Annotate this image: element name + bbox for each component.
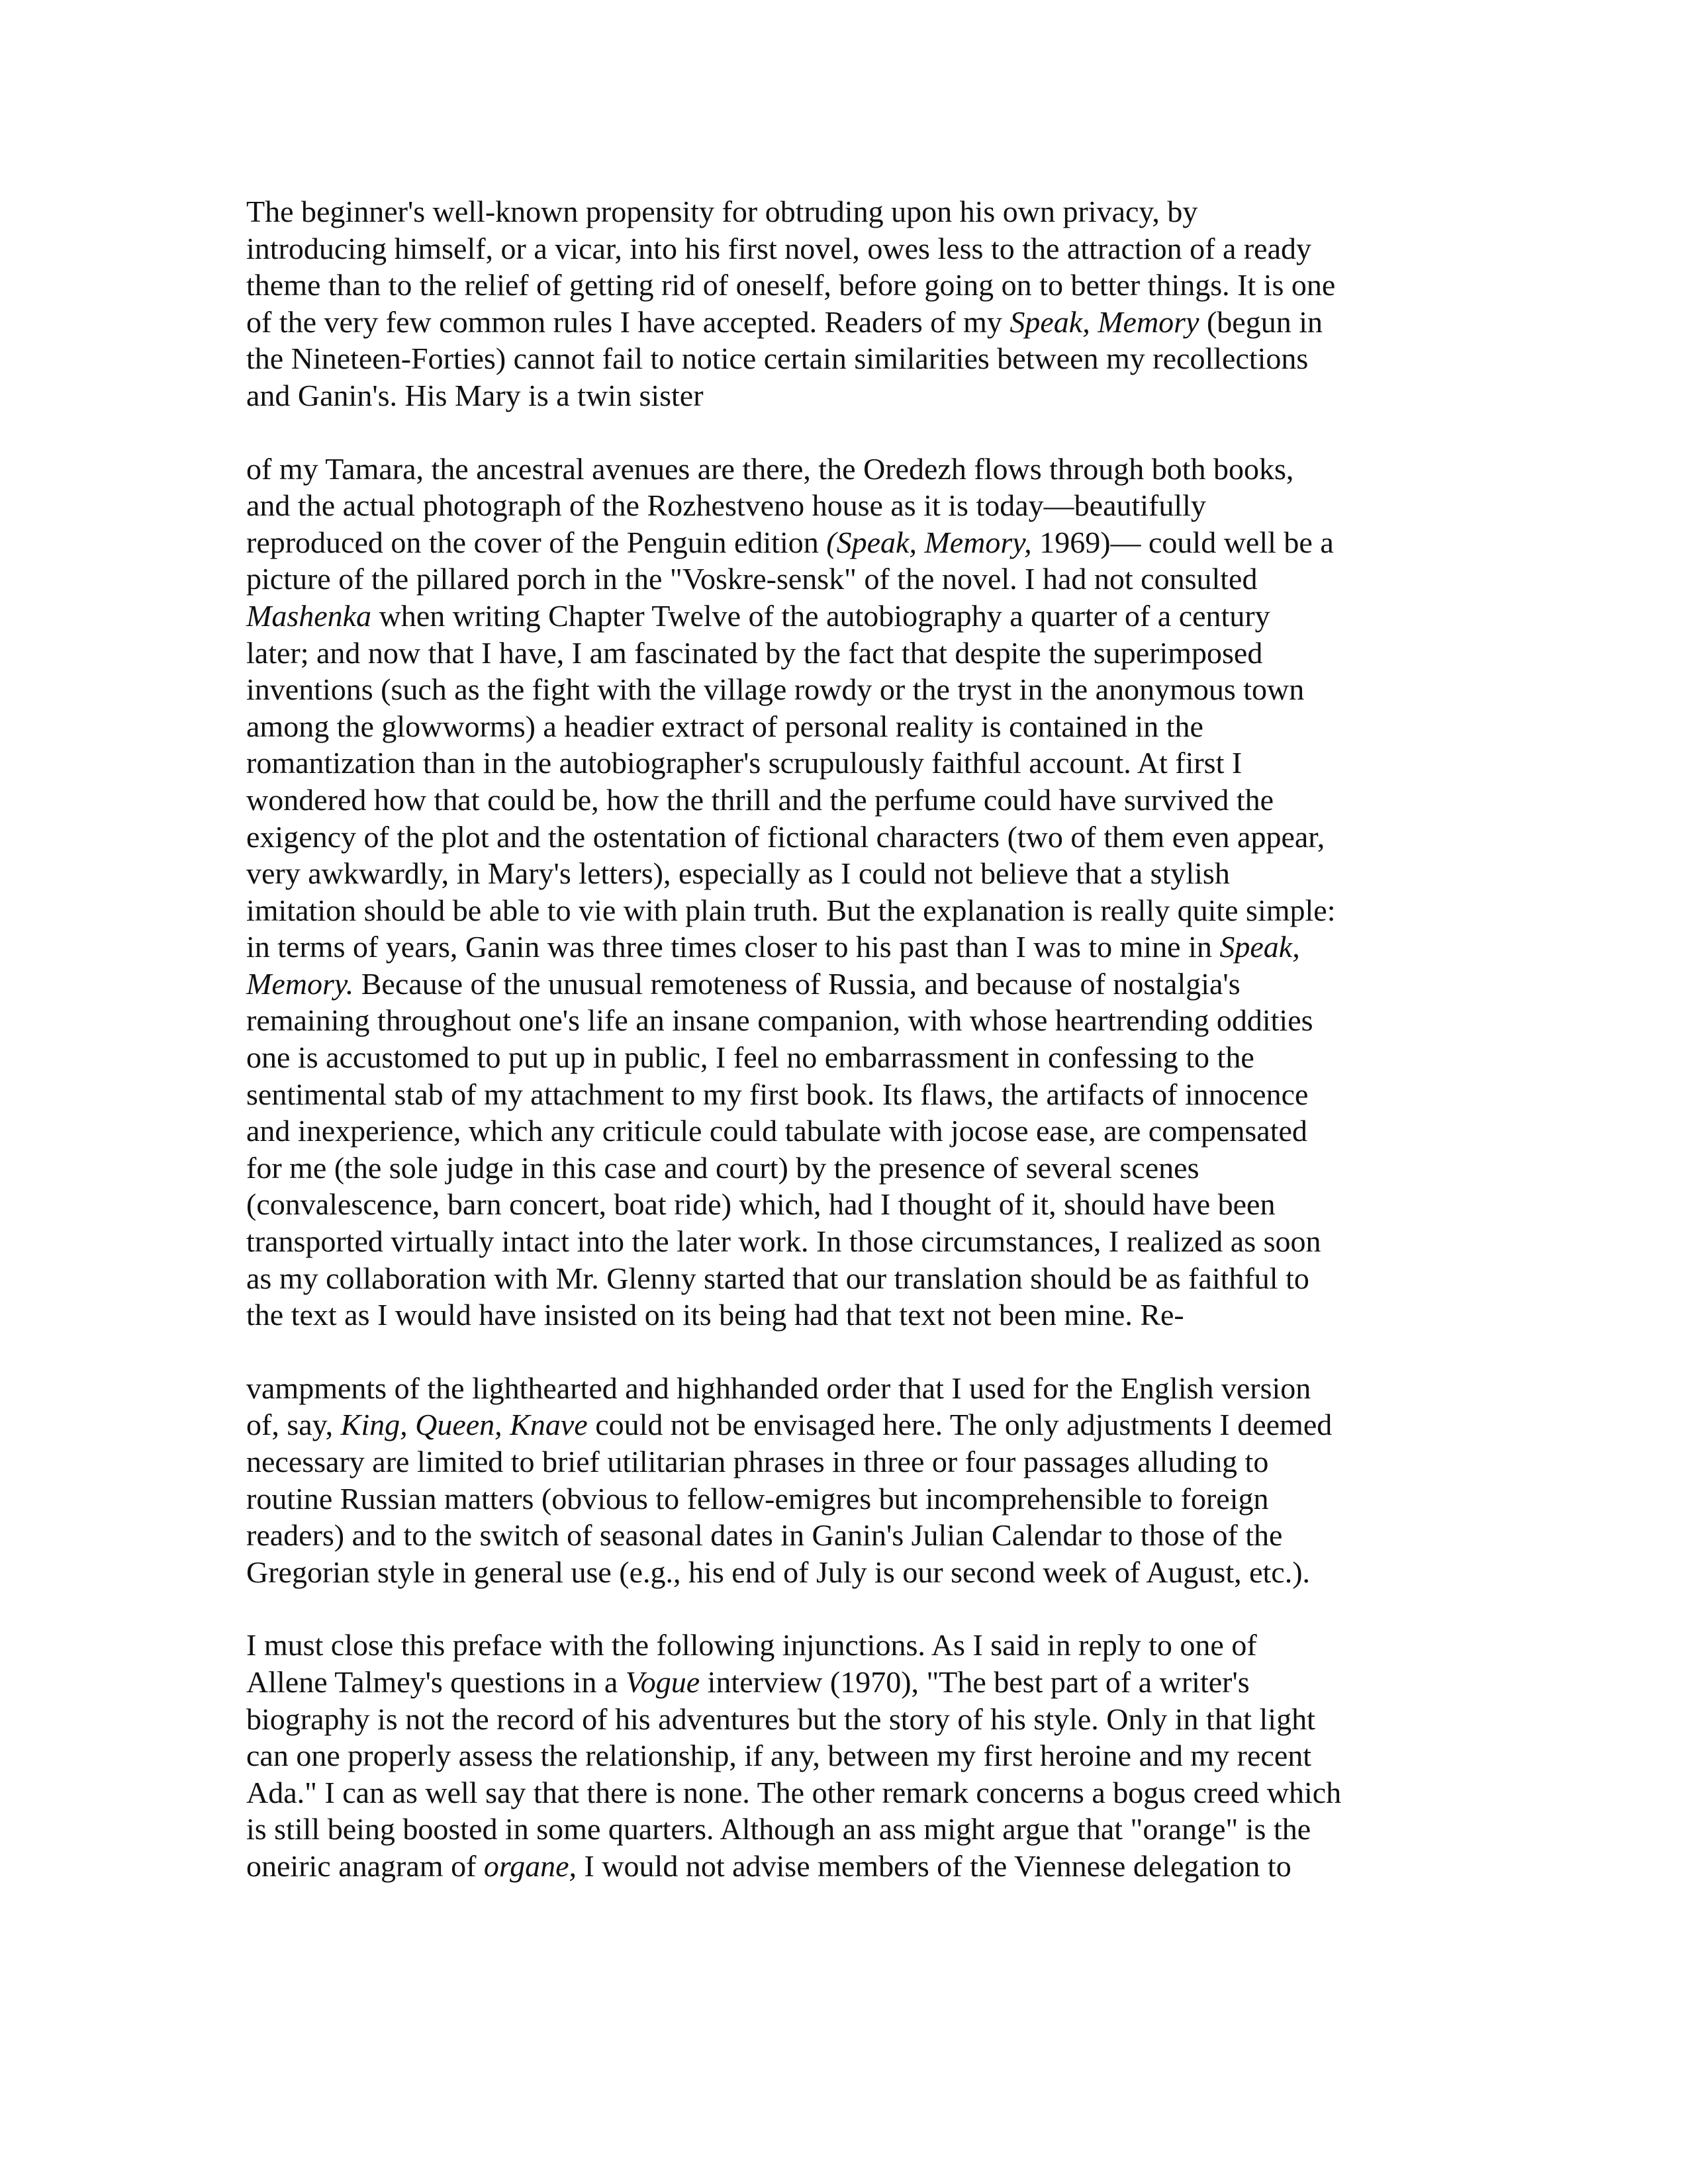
text-line: [246, 1260, 1444, 1297]
text-run: of the very few common rules I have accepted. Readers of my: [246, 304, 1010, 339]
text-line: [246, 1150, 1444, 1187]
text-line: [246, 1848, 1444, 1885]
text-line: [246, 745, 1444, 782]
text-line: [246, 1774, 1444, 1811]
text-run: reproduced on the cover of the Penguin edition: [246, 525, 827, 559]
text-line: [246, 1223, 1444, 1260]
text-line: [246, 1406, 1444, 1443]
text-run: the Nineteen-Forties) cannot fail to notice certain similarities between my recollections: [246, 341, 1309, 376]
text-line: [246, 1039, 1444, 1076]
text-line: [246, 1554, 1444, 1591]
text-run: vampments of the lighthearted and highhanded order that I used for the English version: [246, 1371, 1311, 1405]
italic-title: (Speak, Memory,: [826, 525, 1032, 559]
text-run: among the glowworms) a headier extract of personal reality is contained in the: [246, 709, 1203, 743]
text-line: [246, 1737, 1444, 1774]
text-run: the text as I would have insisted on its being had that text not been mine. Re-: [246, 1298, 1184, 1332]
text-line: [246, 524, 1444, 561]
text-run: Ada." I can as well say that there is none. The other remark concerns a bogus creed which: [246, 1775, 1342, 1809]
text-run: later; and now that I have, I am fascinated by the fact that despite the superimposed: [246, 635, 1263, 670]
text-run: sentimental stab of my attachment to my first book. Its flaws, the artifacts of innocence: [246, 1077, 1309, 1111]
text-run: and inexperience, which any criticule could tabulate with jocose ease, are compensated: [246, 1114, 1307, 1148]
text-run: oneiric anagram of: [246, 1848, 484, 1883]
text-line: [246, 635, 1444, 672]
text-line: [246, 929, 1444, 966]
paragraph-4: [246, 1627, 1444, 1884]
text-run: of, say,: [246, 1408, 341, 1442]
text-line: [246, 598, 1444, 635]
text-run: picture of the pillared porch in the "Voskre-sensk" of the novel. I had not consulted: [246, 562, 1258, 596]
text-line: [246, 340, 1444, 377]
italic-title: organe,: [483, 1848, 577, 1883]
text-line: [246, 377, 1444, 414]
text-line: [246, 1811, 1444, 1848]
paragraph-1: [246, 193, 1444, 414]
text-run: is still being boosted in some quarters. Although an ass might argue that "orange" is the: [246, 1812, 1311, 1846]
italic-title: Vogue: [625, 1664, 700, 1699]
text-line: [246, 230, 1444, 267]
text-run: imitation should be able to vie with plain truth. But the explanation is really quite simple:: [246, 893, 1336, 927]
text-run: and the actual photograph of the Rozhestveno house as it is today—beautifully: [246, 488, 1206, 523]
text-run: exigency of the plot and the ostentation of fictional characters (two of them even appear,: [246, 819, 1325, 854]
text-run: Allene Talmey's questions in a: [246, 1664, 626, 1699]
text-run: as my collaboration with Mr. Glenny started that our translation should be as faithful to: [246, 1261, 1309, 1295]
text-run: could not be envisaged here. The only adjustments I deemed: [587, 1408, 1333, 1442]
italic-title: Memory.: [246, 966, 354, 1001]
text-run: theme than to the relief of getting rid of oneself, before going on to better things. It is one: [246, 268, 1336, 302]
text-line: [246, 304, 1444, 341]
text-run: very awkwardly, in Mary's letters), especially as I could not believe that a stylish: [246, 856, 1230, 891]
text-line: [246, 855, 1444, 892]
text-run: (convalescence, barn concert, boat ride) which, had I thought of it, should have been: [246, 1187, 1276, 1222]
italic-title: Speak,: [1219, 930, 1300, 964]
text-line: [246, 1443, 1444, 1480]
text-line: [246, 1076, 1444, 1113]
paragraph-3: [246, 1370, 1444, 1591]
text-run: in terms of years, Ganin was three times closer to his past than I was to mine in: [246, 930, 1220, 964]
text-run: of my Tamara, the ancestral avenues are there, the Oredezh flows through both books,: [246, 451, 1294, 486]
text-run: Gregorian style in general use (e.g., his end of July is our second week of August, etc.).: [246, 1555, 1311, 1589]
text-line: [246, 1297, 1444, 1334]
text-run: romantization than in the autobiographer's scrupulously faithful account. At first I: [246, 746, 1243, 780]
text-run: I would not advise members of the Viennese delegation to: [577, 1848, 1291, 1883]
text-line: [246, 1370, 1444, 1407]
text-run: for me (the sole judge in this case and court) by the presence of several scenes: [246, 1150, 1199, 1185]
text-run: Because of the unusual remoteness of Russia, and because of nostalgia's: [353, 966, 1241, 1001]
text-line: [246, 487, 1444, 524]
text-line: [246, 1517, 1444, 1554]
text-line: [246, 892, 1444, 929]
text-run: 1969)— could well be a: [1031, 525, 1334, 559]
text-run: inventions (such as the fight with the village rowdy or the tryst in the anonymous town: [246, 672, 1305, 707]
text-run: The beginner's well-known propensity for obtruding upon his own privacy, by: [246, 195, 1198, 228]
text-run: when writing Chapter Twelve of the autobiography a quarter of a century: [371, 598, 1270, 633]
paragraph-2: [246, 451, 1444, 1334]
text-run: and Ganin's. His Mary is a twin sister: [246, 378, 704, 412]
text-line: [246, 782, 1444, 819]
text-run: I must close this preface with the following injunctions. As I said in reply to one of: [246, 1628, 1257, 1662]
text-run: introducing himself, or a vicar, into his first novel, owes less to the attraction of a ready: [246, 231, 1312, 265]
text-line: [246, 193, 1444, 230]
text-line: [246, 1480, 1444, 1518]
text-run: biography is not the record of his adventures but the story of his style. Only in that light: [246, 1702, 1315, 1736]
text-line: [246, 708, 1444, 745]
italic-title: Mashenka: [246, 598, 372, 633]
text-line: [246, 561, 1444, 598]
text-run: necessary are limited to brief utilitarian phrases in three or four passages alluding to: [246, 1445, 1269, 1479]
text-line: [246, 1627, 1444, 1664]
text-run: readers) and to the switch of seasonal dates in Ganin's Julian Calendar to those of the: [246, 1518, 1283, 1553]
italic-title: Speak, Memory: [1009, 304, 1199, 339]
italic-title: King, Queen, Knave: [340, 1408, 588, 1442]
text-run: remaining throughout one's life an insane companion, with whose heartrending oddities: [246, 1003, 1313, 1038]
text-line: [246, 1701, 1444, 1738]
text-line: [246, 267, 1444, 304]
text-line: [246, 671, 1444, 708]
text-run: (begun in: [1199, 304, 1323, 339]
text-run: transported virtually intact into the later work. In those circumstances, I realized as soon: [246, 1224, 1321, 1259]
text-line: [246, 1664, 1444, 1701]
text-line: [246, 819, 1444, 856]
preface-text: [246, 193, 1444, 1885]
text-line: [246, 1186, 1444, 1223]
text-line: [246, 966, 1444, 1003]
text-run: one is accustomed to put up in public, I feel no embarrassment in confessing to the: [246, 1040, 1254, 1075]
text-line: [246, 1113, 1444, 1150]
text-line: [246, 1002, 1444, 1039]
text-run: can one properly assess the relationship, if any, between my first heroine and my recent: [246, 1739, 1312, 1773]
text-run: wondered how that could be, how the thrill and the perfume could have survived the: [246, 782, 1274, 817]
text-run: interview (1970), "The best part of a writer's: [700, 1664, 1250, 1699]
text-line: [246, 451, 1444, 488]
text-run: routine Russian matters (obvious to fellow-emigres but incomprehensible to foreign: [246, 1481, 1269, 1516]
